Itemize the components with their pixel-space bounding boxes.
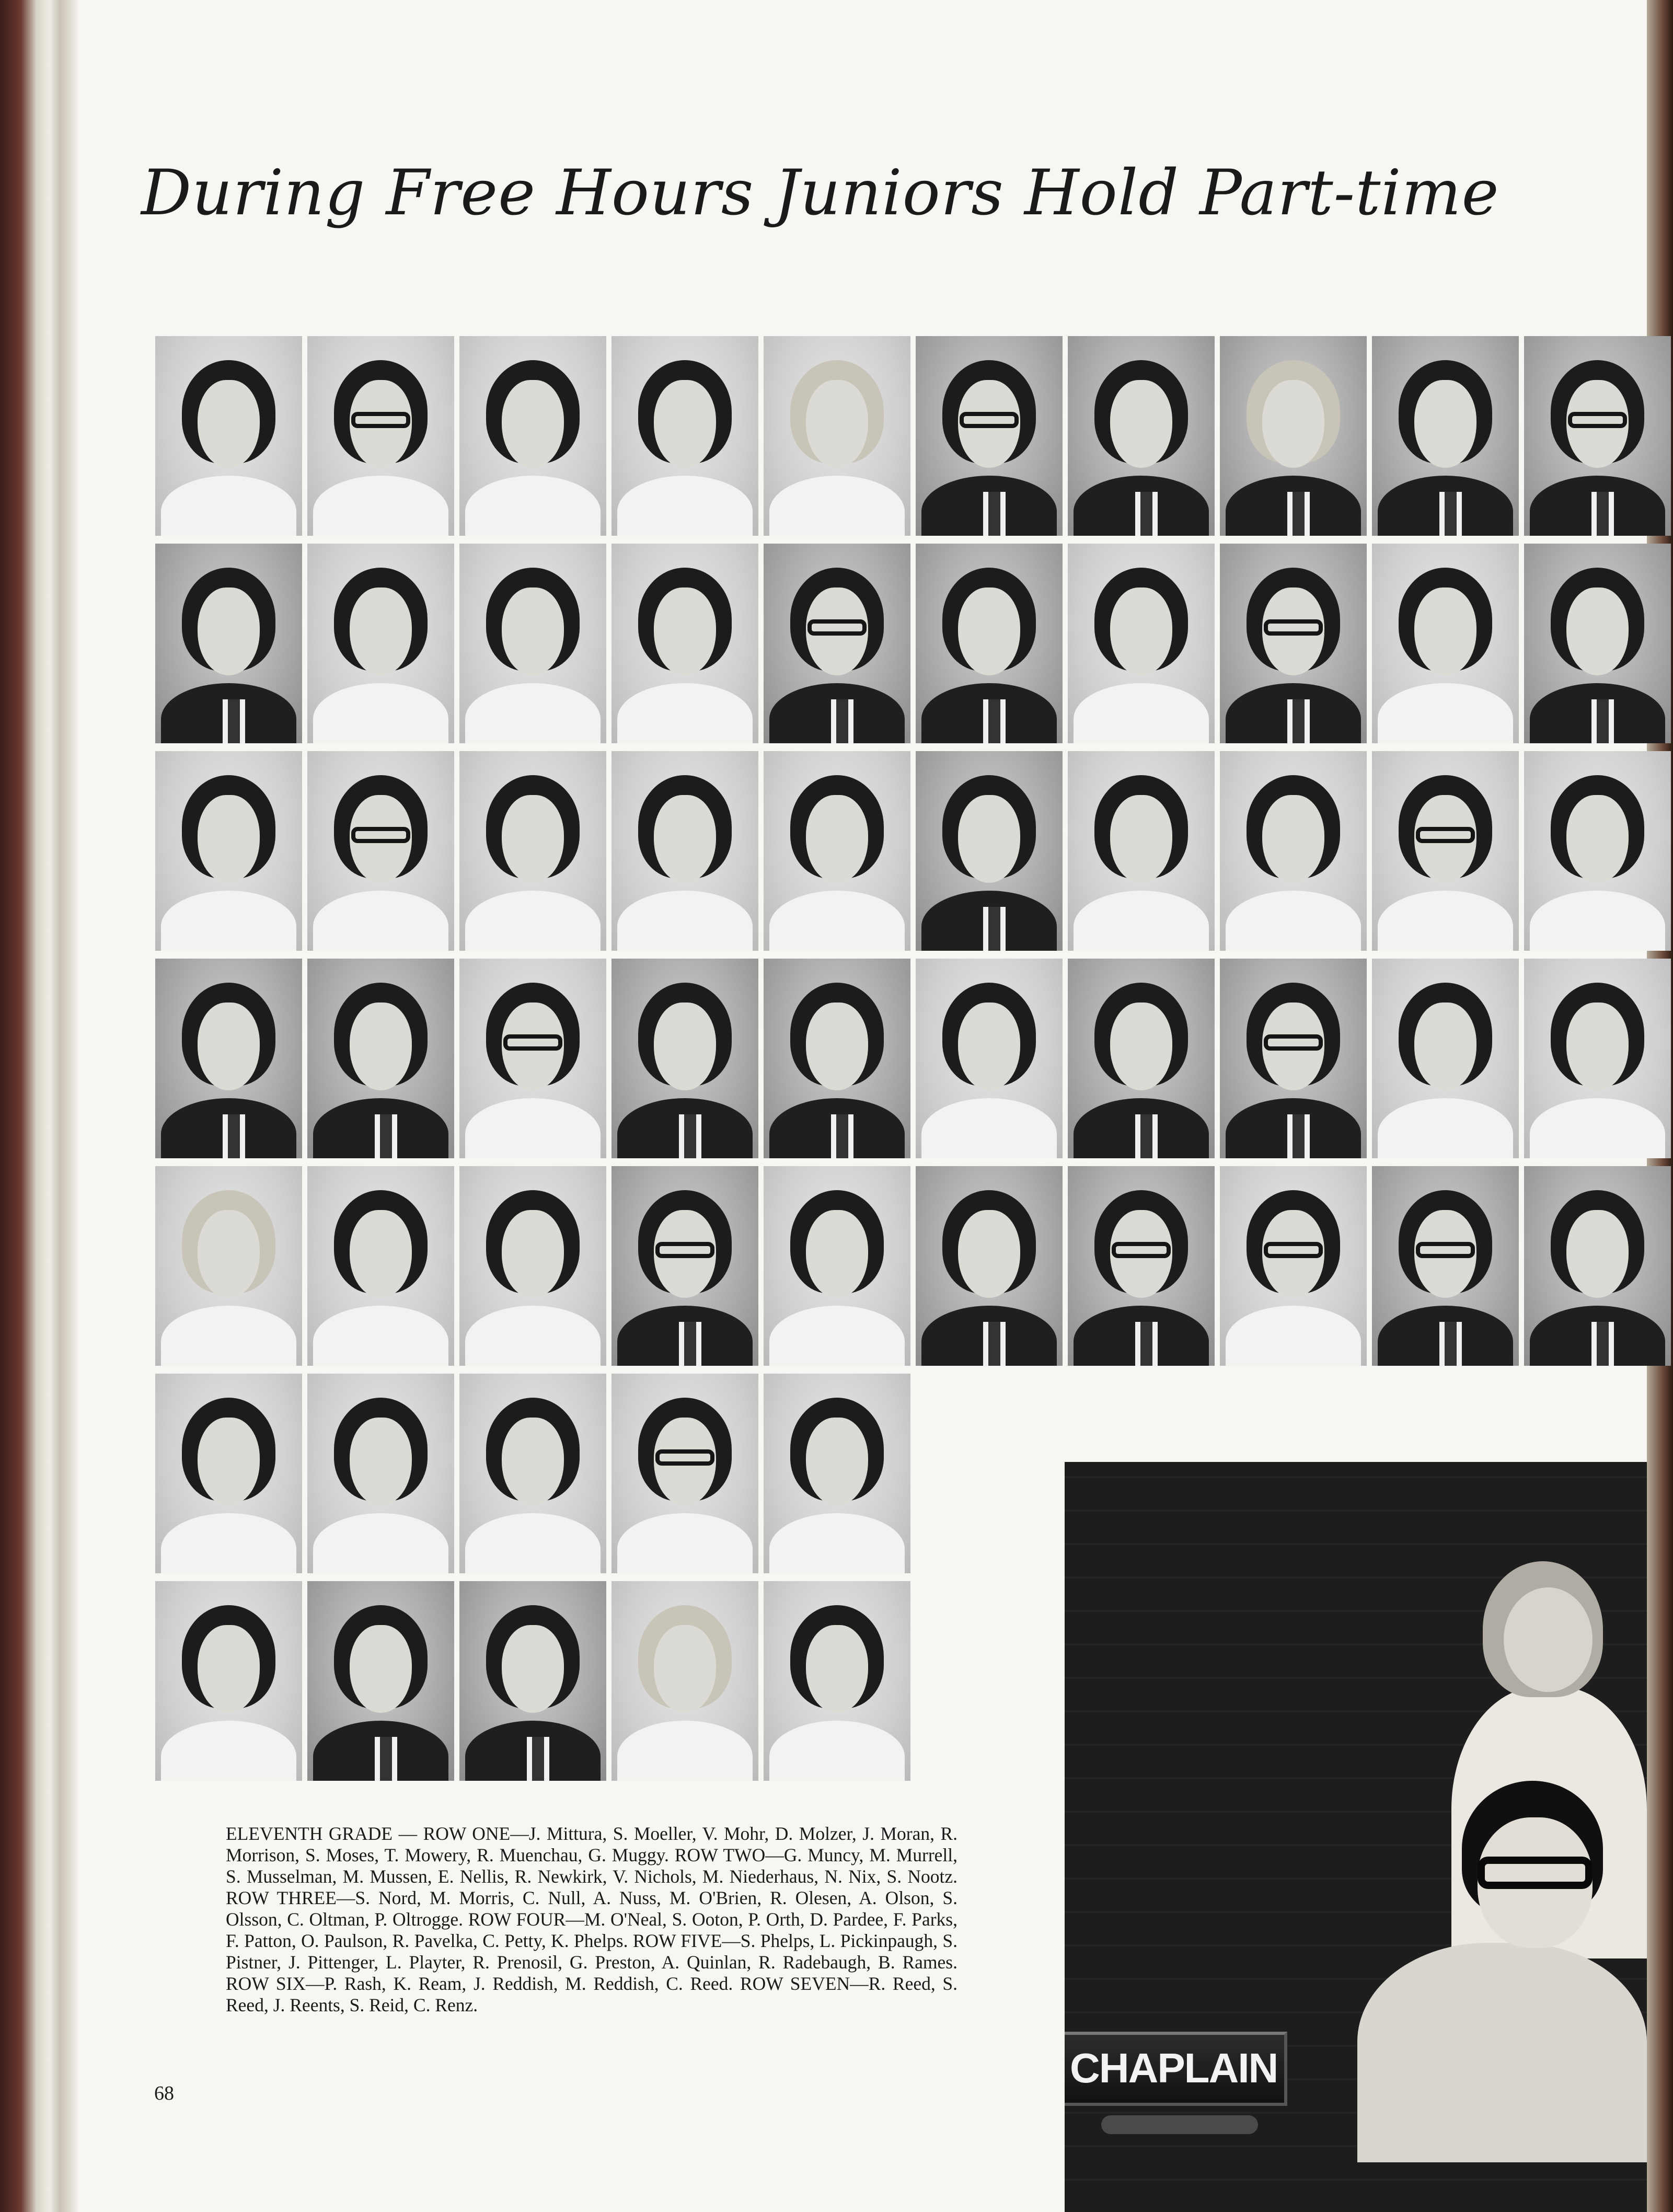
portrait-face [502,1210,563,1298]
portrait-glasses [655,1242,714,1258]
portrait-shoulders [313,683,448,743]
student-portrait [764,751,910,951]
student-portrait [764,544,910,743]
portrait-face [1110,380,1172,468]
portrait-shoulders [465,683,601,743]
student-portrait [1220,751,1367,951]
portrait-tie [1287,492,1309,536]
portrait-face [654,587,716,675]
portrait-glasses [960,412,1018,428]
portrait-shoulders [769,1513,905,1573]
portrait-tie [831,1114,853,1158]
portrait-glasses [655,1449,714,1466]
portrait-shoulders [465,1306,601,1366]
student-portrait [764,1374,910,1573]
portrait-tie [1135,1114,1157,1158]
student-portrait [459,1374,606,1573]
portrait-shoulders [1530,891,1665,951]
portrait-tie [1135,1322,1157,1366]
student-portrait [916,751,1063,951]
portrait-face [1110,587,1172,675]
portrait-shoulders [1530,1098,1665,1158]
portrait-face [1262,380,1324,468]
portrait-shoulders [313,1513,448,1573]
student-portrait [1524,751,1671,951]
student-portrait [307,1581,454,1781]
portrait-face [198,587,259,675]
photo-seated-person [1357,1943,1647,2162]
portrait-face [654,795,716,883]
portrait-tie [1135,492,1157,536]
portrait-tie [375,1114,397,1158]
portrait-shoulders [769,1721,905,1781]
portrait-face [1414,380,1476,468]
portrait-glasses [807,619,866,636]
portrait-shoulders [1226,891,1361,951]
student-portrait [459,1166,606,1366]
page-title: During Free Hours Juniors Hold Part-time [141,157,1499,229]
portrait-face [1414,1003,1476,1090]
portrait-shoulders [1378,891,1513,951]
student-portrait [155,1374,302,1573]
portrait-face [1110,795,1172,883]
portrait-glasses [503,1034,562,1051]
student-portrait [155,751,302,951]
student-portrait [1068,751,1215,951]
student-portrait [1220,1166,1367,1366]
portrait-shoulders [161,1306,296,1366]
portrait-face [198,1003,259,1090]
portrait-shoulders [617,476,753,536]
student-portrait [155,1166,302,1366]
student-portrait [611,1581,758,1781]
portrait-face [502,380,563,468]
portrait-tie [983,907,1005,951]
student-portrait [611,336,758,536]
portrait-tie [983,699,1005,743]
portrait-glasses [351,412,410,428]
portrait-face [958,1210,1020,1298]
portrait-face [806,380,868,468]
microphone [1101,2115,1258,2134]
portrait-glasses [1112,1242,1170,1258]
student-portrait [764,336,910,536]
student-portrait [1372,751,1519,951]
portrait-shoulders [465,891,601,951]
portrait-face [654,380,716,468]
student-portrait [1524,1166,1671,1366]
portrait-face [806,1210,868,1298]
student-portrait [611,1374,758,1573]
portrait-face [1566,587,1628,675]
portrait-face [502,1418,563,1505]
student-portrait [1068,959,1215,1158]
portrait-shoulders [161,476,296,536]
portrait-shoulders [617,1513,753,1573]
portrait-tie [223,1114,245,1158]
portrait-shoulders [313,1306,448,1366]
portrait-shoulders [465,1513,601,1573]
portrait-face [350,1625,411,1713]
portrait-shoulders [313,476,448,536]
student-portrait [307,959,454,1158]
portrait-shoulders [617,891,753,951]
portrait-face [502,587,563,675]
portrait-face [1566,1003,1628,1090]
student-portrait [155,1581,302,1781]
portrait-shoulders [1226,1306,1361,1366]
portrait-face [958,1003,1020,1090]
portrait-tie [1591,699,1613,743]
portrait-shoulders [161,1721,296,1781]
student-portrait [155,544,302,743]
portrait-face [958,587,1020,675]
student-portrait [916,336,1063,536]
portrait-tie [1591,1322,1613,1366]
portrait-tie [1439,1322,1461,1366]
student-portrait [307,751,454,951]
student-portrait [459,336,606,536]
portrait-tie [1287,699,1309,743]
portrait-shoulders [1378,683,1513,743]
portrait-face [350,1210,411,1298]
chaplain-sign-text: CHAPLAIN [1070,2045,1278,2091]
portrait-face [1566,795,1628,883]
portrait-tie [375,1737,397,1781]
portrait-shoulders [617,1721,753,1781]
portrait-face [502,1625,563,1713]
portrait-tie [983,1322,1005,1366]
portrait-face [1414,587,1476,675]
portrait-face [198,1418,259,1505]
portrait-tie [223,699,245,743]
photo-standing-person-face [1504,1587,1593,1692]
portrait-face [350,587,411,675]
student-portrait [611,751,758,951]
portrait-shoulders [1378,1098,1513,1158]
student-portrait [611,959,758,1158]
portrait-shoulders [921,1098,1057,1158]
portrait-glasses [351,827,410,843]
portrait-glasses [1416,1242,1474,1258]
portrait-face [806,1418,868,1505]
portrait-tie [679,1114,701,1158]
student-portrait [1372,959,1519,1158]
portrait-glasses [1264,1242,1322,1258]
student-portrait [1524,336,1671,536]
portrait-tie [1439,492,1461,536]
portrait-face [350,1418,411,1505]
portrait-glasses [1568,412,1626,428]
student-portrait [1220,544,1367,743]
chaplain-photo [1065,1462,1647,2212]
portrait-face [958,795,1020,883]
portrait-shoulders [1074,891,1209,951]
student-portrait [155,959,302,1158]
student-portrait [1372,1166,1519,1366]
student-portrait [1372,544,1519,743]
student-portrait [916,1166,1063,1366]
portrait-glasses [1264,1034,1322,1051]
student-portrait [1068,1166,1215,1366]
portrait-tie [983,492,1005,536]
portrait-face [806,795,868,883]
portrait-face [654,1625,716,1713]
student-portrait [611,1166,758,1366]
portrait-tie [527,1737,549,1781]
photo-glasses [1478,1857,1593,1889]
portrait-shoulders [617,683,753,743]
portrait-face [1110,1003,1172,1090]
student-portrait [764,1166,910,1366]
student-portrait [1068,336,1215,536]
portrait-face [502,795,563,883]
portrait-face [806,1003,868,1090]
student-portrait [307,336,454,536]
student-portrait [916,544,1063,743]
portrait-face [198,1210,259,1298]
portrait-shoulders [161,891,296,951]
portrait-tie [1591,492,1613,536]
student-portrait [1220,959,1367,1158]
student-portrait [764,1581,910,1781]
student-portrait [307,1374,454,1573]
student-portrait [459,1581,606,1781]
student-portrait [1068,544,1215,743]
student-portrait [1220,336,1367,536]
portrait-shoulders [769,1306,905,1366]
student-portrait [764,959,910,1158]
portrait-glasses [1264,619,1322,636]
student-portrait [459,751,606,951]
student-portrait [307,544,454,743]
portrait-face [1566,1210,1628,1298]
student-portrait [1524,544,1671,743]
portrait-face [1262,795,1324,883]
portrait-glasses [1416,827,1474,843]
portrait-shoulders [769,476,905,536]
portrait-shoulders [161,1513,296,1573]
portrait-tie [1287,1114,1309,1158]
portrait-face [198,795,259,883]
student-portrait [307,1166,454,1366]
student-portrait [155,336,302,536]
portrait-face [350,1003,411,1090]
book-binding-edge [0,0,78,2212]
portrait-face [198,1625,259,1713]
student-portrait [1372,336,1519,536]
portrait-face [806,1625,868,1713]
student-portrait [1524,959,1671,1158]
student-portrait [611,544,758,743]
portrait-shoulders [465,1098,601,1158]
student-portrait [459,544,606,743]
student-portrait [459,959,606,1158]
portrait-shoulders [465,476,601,536]
portrait-tie [679,1322,701,1366]
chaplain-sign [1065,2032,1287,2106]
photo-caption: ELEVENTH GRADE — ROW ONE—J. Mittura, S. Moeller, V. Mohr, D. Molzer, J. Moran, R. Morrison, S. Moses, T. Mowery, R. Muenchau, G. Muggy. ROW TWO—G. Muncy, M. Murrell, S. Musselman, M. Mussen, E. Nellis, R. Newkirk, V. Nichols, M. Niederhaus, N. Nix, S. Nootz. ROW THREE—S. Nord, M. Morris, C. Null, A. Nuss, M. O'Brien, R. Olesen, A. Olson, S. Olsson, C. Oltman, P. Oltrogge. ROW FOUR—M. O'Neal, S. Ooton, P. Orth, D. Pardee, F. Parks, F. Patton, O. Paulson, R. Pavelka, C. Petty, K. Phelps. ROW FIVE—S. Phelps, L. Pickinpaugh, S. Pistner, J. Pittenger, L. Playter, R. Prenosil, G. Preston, A. Quinlan, R. Radebaugh, B. Rames. ROW SIX—P. Rash, K. Ream, J. Reddish, M. Reddish, C. Reed. ROW SEVEN—R. Reed, S. Reed, J. Reents, S. Reid, C. Renz. [226,1823,957,2015]
student-portrait [916,959,1063,1158]
portrait-shoulders [769,891,905,951]
portrait-shoulders [1074,683,1209,743]
portrait-face [654,1003,716,1090]
portrait-tie [831,699,853,743]
portrait-face [198,380,259,468]
portrait-shoulders [313,891,448,951]
page-number: 68 [154,2082,174,2104]
